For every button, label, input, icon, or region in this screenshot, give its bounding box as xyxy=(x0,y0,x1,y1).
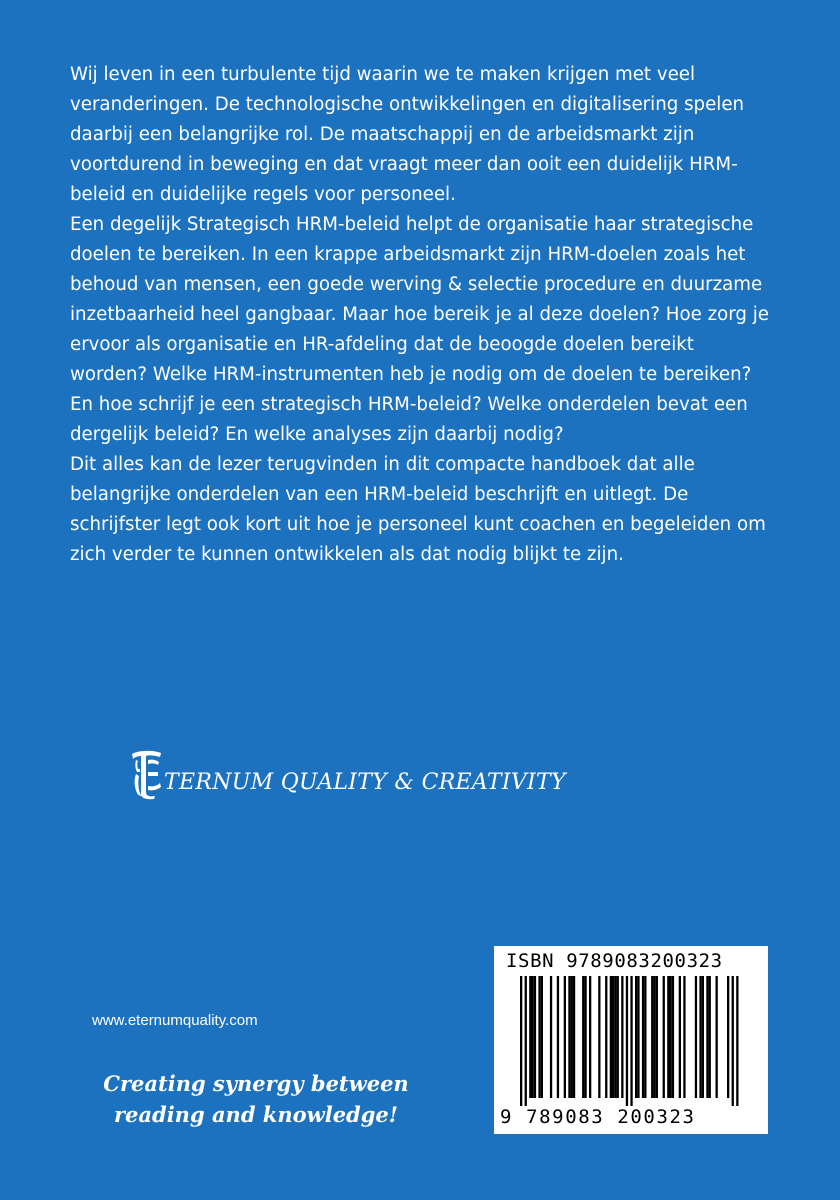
blurb-paragraph-1: Wij leven in een turbulente tijd waarin we te maken krijgen met veel veranderingen. De technologische ontwikkelingen en digitalisering spelen daarbij een belangrijke rol. De maatschappij en de arbeidsmarkt zijn voortdurend in beweging en dat vraagt meer dan ooit een duidelijk HRM-beleid en duidelijke regels voor personeel. xyxy=(70,64,745,205)
barcode-guard-bar xyxy=(736,976,738,1106)
blurb-text xyxy=(70,60,770,570)
barcode-bar xyxy=(672,976,674,1098)
barcode-bar xyxy=(550,976,552,1098)
barcode-bar xyxy=(538,976,540,1098)
barcode-bar xyxy=(695,976,697,1098)
barcode-guard-bar xyxy=(525,976,527,1106)
barcode-bar xyxy=(637,976,639,1098)
barcode-bar xyxy=(653,976,655,1098)
barcode-guard-bar xyxy=(630,976,632,1106)
barcode-bar xyxy=(568,976,570,1098)
barcode-bar xyxy=(699,976,701,1098)
barcode-bar xyxy=(635,976,637,1098)
barcode-bar xyxy=(621,976,623,1098)
barcode-bar xyxy=(716,976,718,1098)
barcode-bar xyxy=(642,976,644,1098)
barcode-bar xyxy=(706,976,708,1098)
barcode-bar xyxy=(541,976,543,1098)
barcode-bar xyxy=(663,976,665,1098)
barcode-bar xyxy=(584,976,586,1098)
publisher-name: TERNUM QUALITY & CREATIVITY xyxy=(164,770,566,795)
barcode-bar xyxy=(679,976,681,1098)
barcode-bar xyxy=(589,976,591,1098)
barcode-bar xyxy=(617,976,619,1098)
barcode-bar xyxy=(670,976,672,1098)
barcode-bars xyxy=(502,976,760,1106)
isbn-label: ISBN 9789083200323 xyxy=(506,950,723,972)
barcode-bar xyxy=(564,976,566,1098)
barcode-bar xyxy=(571,976,573,1098)
eternum-logo-icon xyxy=(128,748,164,800)
publisher-logo-line xyxy=(128,748,566,800)
barcode-bar xyxy=(573,976,575,1098)
barcode-bar xyxy=(605,976,607,1098)
barcode-bar xyxy=(651,976,653,1098)
barcode-bar xyxy=(709,976,711,1098)
barcode-bar xyxy=(614,976,616,1098)
barcode-bar xyxy=(683,976,685,1098)
barcode-bar xyxy=(529,976,531,1098)
barcode-guard-bar xyxy=(626,976,628,1106)
isbn-digits: 9 789083 200323 xyxy=(500,1106,696,1128)
barcode-bar xyxy=(557,976,559,1098)
barcode-bar xyxy=(612,976,614,1098)
barcode-guard-bar xyxy=(520,976,522,1106)
barcode-bar xyxy=(644,976,646,1098)
barcode-bar xyxy=(598,976,600,1098)
blurb-paragraph-2: Een degelijk Strategisch HRM-beleid helpt de organisatie haar strategische doelen te bereiken. In een krappe arbeidsmarkt zijn HRM-doelen zoals het behoud van mensen, een goede werving & selectie procedure en duurzame inzetbaarheid heel gangbaar. Maar hoe bereik je al deze doelen? Hoe zorg je ervoor als organisatie en HR-afdeling dat de beoogde doelen bereikt worden? Welke HRM-instrumenten heb je nodig om de doelen te bereiken? En hoe schrijf je een strategisch HRM-beleid? Welke onderdelen bevat een dergelijk beleid? En welke analyses zijn daarbij nodig? xyxy=(70,214,769,445)
publisher-website: www.eternumquality.com xyxy=(92,1012,258,1029)
barcode-bar xyxy=(656,976,658,1098)
publisher-slogan: Creating synergy between reading and knowledge! xyxy=(103,1071,409,1127)
barcode-bar xyxy=(534,976,536,1098)
blurb-paragraph-3: Dit alles kan de lezer terugvinden in dit compacte handboek dat alle belangrijke onderdelen van een HRM-beleid beschrijft en uitlegt. De schrijfster legt ook kort uit hoe je personeel kunt coachen en begeleiden om zich verder te kunnen ontwikkelen als dat nodig blijkt te zijn. xyxy=(70,454,766,565)
barcode-bar xyxy=(702,976,704,1098)
barcode-bar xyxy=(582,976,584,1098)
barcode-bar xyxy=(532,976,534,1098)
barcode-bar xyxy=(667,976,669,1098)
isbn-barcode xyxy=(494,946,768,1134)
barcode-bar xyxy=(727,976,729,1098)
barcode-bar xyxy=(610,976,612,1098)
barcode-guard-bar xyxy=(732,976,734,1106)
